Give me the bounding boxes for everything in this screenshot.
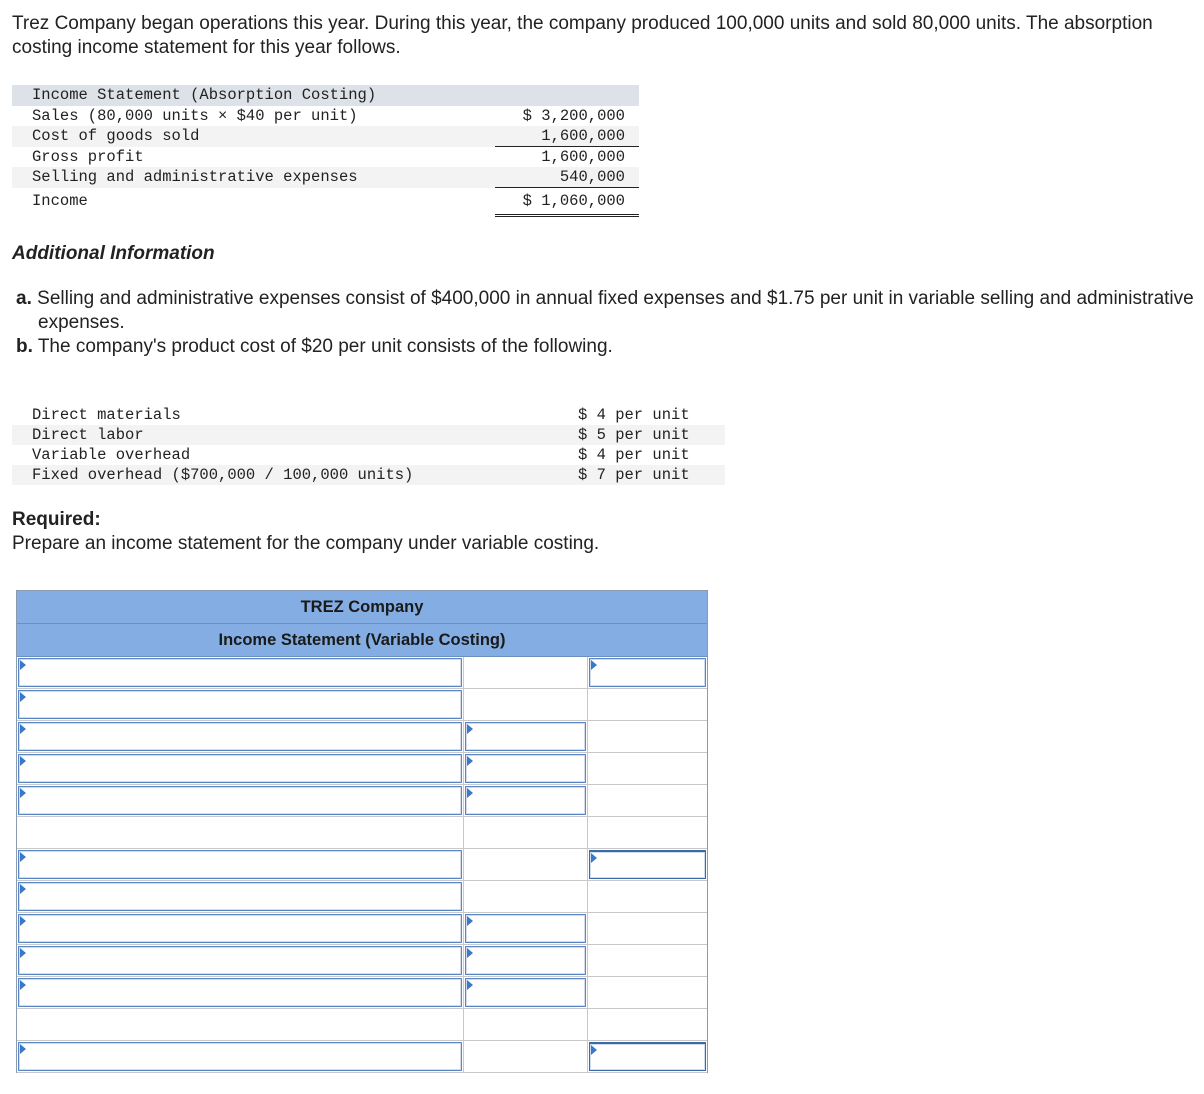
answer-label-input[interactable] xyxy=(18,850,462,879)
dropdown-marker-icon xyxy=(591,853,597,863)
item-marker: a. xyxy=(16,288,32,309)
additional-item-b xyxy=(16,335,1196,359)
answer-label-input[interactable] xyxy=(18,882,462,911)
cost-label: Direct labor xyxy=(32,426,144,444)
answer-cell xyxy=(17,1009,464,1040)
required-text: Prepare an income statement for the company under variable costing. xyxy=(12,533,600,554)
answer-cell xyxy=(464,881,588,912)
answer-row xyxy=(17,913,707,945)
answer-cell xyxy=(464,785,588,816)
dropdown-marker-icon xyxy=(467,788,473,798)
cost-amount: $ 4 per unit xyxy=(578,446,690,464)
cost-label: Fixed overhead ($700,000 / 100,000 units) xyxy=(32,466,414,484)
dropdown-marker-icon xyxy=(20,852,26,862)
answer-cell xyxy=(17,689,464,720)
dropdown-marker-icon xyxy=(467,980,473,990)
answer-cell xyxy=(464,913,588,944)
answer-cell xyxy=(464,753,588,784)
answer-cell xyxy=(464,817,588,848)
cost-row xyxy=(12,465,725,485)
answer-cell xyxy=(17,945,464,976)
dropdown-marker-icon xyxy=(20,1044,26,1054)
cost-amount: $ 4 per unit xyxy=(578,406,690,424)
dropdown-marker-icon xyxy=(591,660,597,670)
absorption-title: Income Statement (Absorption Costing) xyxy=(32,86,377,104)
absorption-row-sales xyxy=(12,106,639,127)
row-amount: 1,600,000 xyxy=(541,147,625,166)
dropdown-marker-icon xyxy=(20,980,26,990)
dropdown-marker-icon xyxy=(467,724,473,734)
answer-row xyxy=(17,689,707,721)
answer-cell xyxy=(464,721,588,752)
row-amount: $ 1,060,000 xyxy=(522,191,625,210)
answer-amount-input[interactable] xyxy=(465,914,586,943)
answer-amount-input[interactable] xyxy=(465,722,586,751)
item-marker: b. xyxy=(16,336,33,357)
answer-cell xyxy=(588,1009,707,1040)
dropdown-marker-icon xyxy=(20,948,26,958)
answer-amount-input[interactable] xyxy=(465,946,586,975)
absorption-row-cogs xyxy=(12,126,639,147)
cost-amount: $ 5 per unit xyxy=(578,426,690,444)
dropdown-marker-icon xyxy=(20,660,26,670)
dropdown-marker-icon xyxy=(467,756,473,766)
answer-label-input[interactable] xyxy=(18,690,462,719)
answer-row xyxy=(17,1009,707,1041)
dropdown-marker-icon xyxy=(467,948,473,958)
answer-row xyxy=(17,881,707,913)
answer-row xyxy=(17,785,707,817)
answer-cell xyxy=(588,977,707,1008)
answer-cell xyxy=(588,721,707,752)
answer-row xyxy=(17,817,707,849)
answer-cell xyxy=(17,721,464,752)
answer-row xyxy=(17,721,707,753)
answer-cell xyxy=(464,849,588,880)
answer-cell xyxy=(588,689,707,720)
answer-cell xyxy=(17,817,464,848)
answer-amount-input[interactable] xyxy=(589,658,706,687)
answer-company-header: TREZ Company xyxy=(17,591,707,624)
dropdown-marker-icon xyxy=(20,788,26,798)
answer-label-input[interactable] xyxy=(18,946,462,975)
row-amount: 1,600,000 xyxy=(541,127,625,145)
answer-cell xyxy=(17,913,464,944)
row-label: Gross profit xyxy=(32,147,144,166)
answer-cell xyxy=(17,753,464,784)
answer-cell xyxy=(464,689,588,720)
cost-row xyxy=(12,425,725,445)
dropdown-marker-icon xyxy=(20,884,26,894)
answer-cell xyxy=(464,977,588,1008)
answer-row xyxy=(17,657,707,689)
dropdown-marker-icon xyxy=(20,724,26,734)
answer-label-input[interactable] xyxy=(18,914,462,943)
product-cost-table xyxy=(12,405,725,485)
answer-row xyxy=(17,1041,707,1073)
dropdown-marker-icon xyxy=(591,1045,597,1055)
answer-cell xyxy=(588,1041,707,1072)
absorption-title-row xyxy=(12,85,639,106)
dropdown-marker-icon xyxy=(467,916,473,926)
variable-costing-answer-table xyxy=(16,590,708,1073)
answer-cell xyxy=(588,849,707,880)
absorption-row-income xyxy=(12,188,639,214)
answer-cell xyxy=(464,1009,588,1040)
answer-cell xyxy=(588,785,707,816)
intro-text: Trez Company began operations this year. During this year, the company produced 100,000 units and sold 80,000 units. The absorption costing income statement for this year follows. xyxy=(12,13,1153,58)
answer-row xyxy=(17,849,707,881)
answer-cell xyxy=(464,1041,588,1072)
row-amount: 540,000 xyxy=(559,168,625,186)
answer-row xyxy=(17,977,707,1009)
answer-cell xyxy=(588,657,707,688)
answer-cell xyxy=(17,657,464,688)
cost-label: Variable overhead xyxy=(32,446,191,464)
answer-amount-input[interactable] xyxy=(589,850,706,879)
row-label: Income xyxy=(32,191,88,210)
answer-title-header: Income Statement (Variable Costing) xyxy=(17,624,707,657)
answer-cell xyxy=(588,945,707,976)
answer-cell xyxy=(588,881,707,912)
answer-label-input[interactable] xyxy=(18,1042,462,1071)
row-amount: $ 3,200,000 xyxy=(522,106,625,125)
answer-label-input[interactable] xyxy=(18,754,462,783)
answer-cell xyxy=(17,785,464,816)
dropdown-marker-icon xyxy=(20,916,26,926)
answer-cell xyxy=(17,1041,464,1072)
dropdown-marker-icon xyxy=(20,692,26,702)
absorption-income-statement xyxy=(12,85,639,214)
cost-label: Direct materials xyxy=(32,406,181,424)
absorption-row-selling-admin xyxy=(12,167,639,188)
answer-cell xyxy=(17,881,464,912)
answer-cell xyxy=(17,849,464,880)
item-text: Selling and administrative expenses consist of $400,000 in annual fixed expenses and $1.75 per unit in variable selling and administrative expenses. xyxy=(37,288,1194,333)
answer-amount-input[interactable] xyxy=(465,786,586,815)
row-label: Cost of goods sold xyxy=(32,127,200,145)
answer-label-input[interactable] xyxy=(18,722,462,751)
row-label: Sales (80,000 units × $40 per unit) xyxy=(32,106,358,125)
answer-label-input[interactable] xyxy=(18,658,462,687)
answer-cell xyxy=(17,977,464,1008)
answer-amount-input[interactable] xyxy=(589,1042,706,1071)
additional-item-a xyxy=(16,287,1204,335)
answer-row xyxy=(17,753,707,785)
additional-heading: Additional Information xyxy=(12,243,215,264)
absorption-row-gross-profit xyxy=(12,147,639,168)
answer-label-input[interactable] xyxy=(18,786,462,815)
row-label: Selling and administrative expenses xyxy=(32,168,358,186)
answer-amount-input[interactable] xyxy=(465,978,586,1007)
answer-row xyxy=(17,945,707,977)
required-heading: Required: xyxy=(12,509,101,530)
answer-cell xyxy=(588,817,707,848)
answer-cell xyxy=(588,753,707,784)
answer-label-input[interactable] xyxy=(18,978,462,1007)
cost-row xyxy=(12,405,725,425)
answer-cell xyxy=(464,945,588,976)
cost-row xyxy=(12,445,725,465)
dropdown-marker-icon xyxy=(20,756,26,766)
answer-cell xyxy=(588,913,707,944)
cost-amount: $ 7 per unit xyxy=(578,466,690,484)
item-text: The company's product cost of $20 per unit consists of the following. xyxy=(37,336,613,357)
answer-cell xyxy=(464,657,588,688)
answer-amount-input[interactable] xyxy=(465,754,586,783)
